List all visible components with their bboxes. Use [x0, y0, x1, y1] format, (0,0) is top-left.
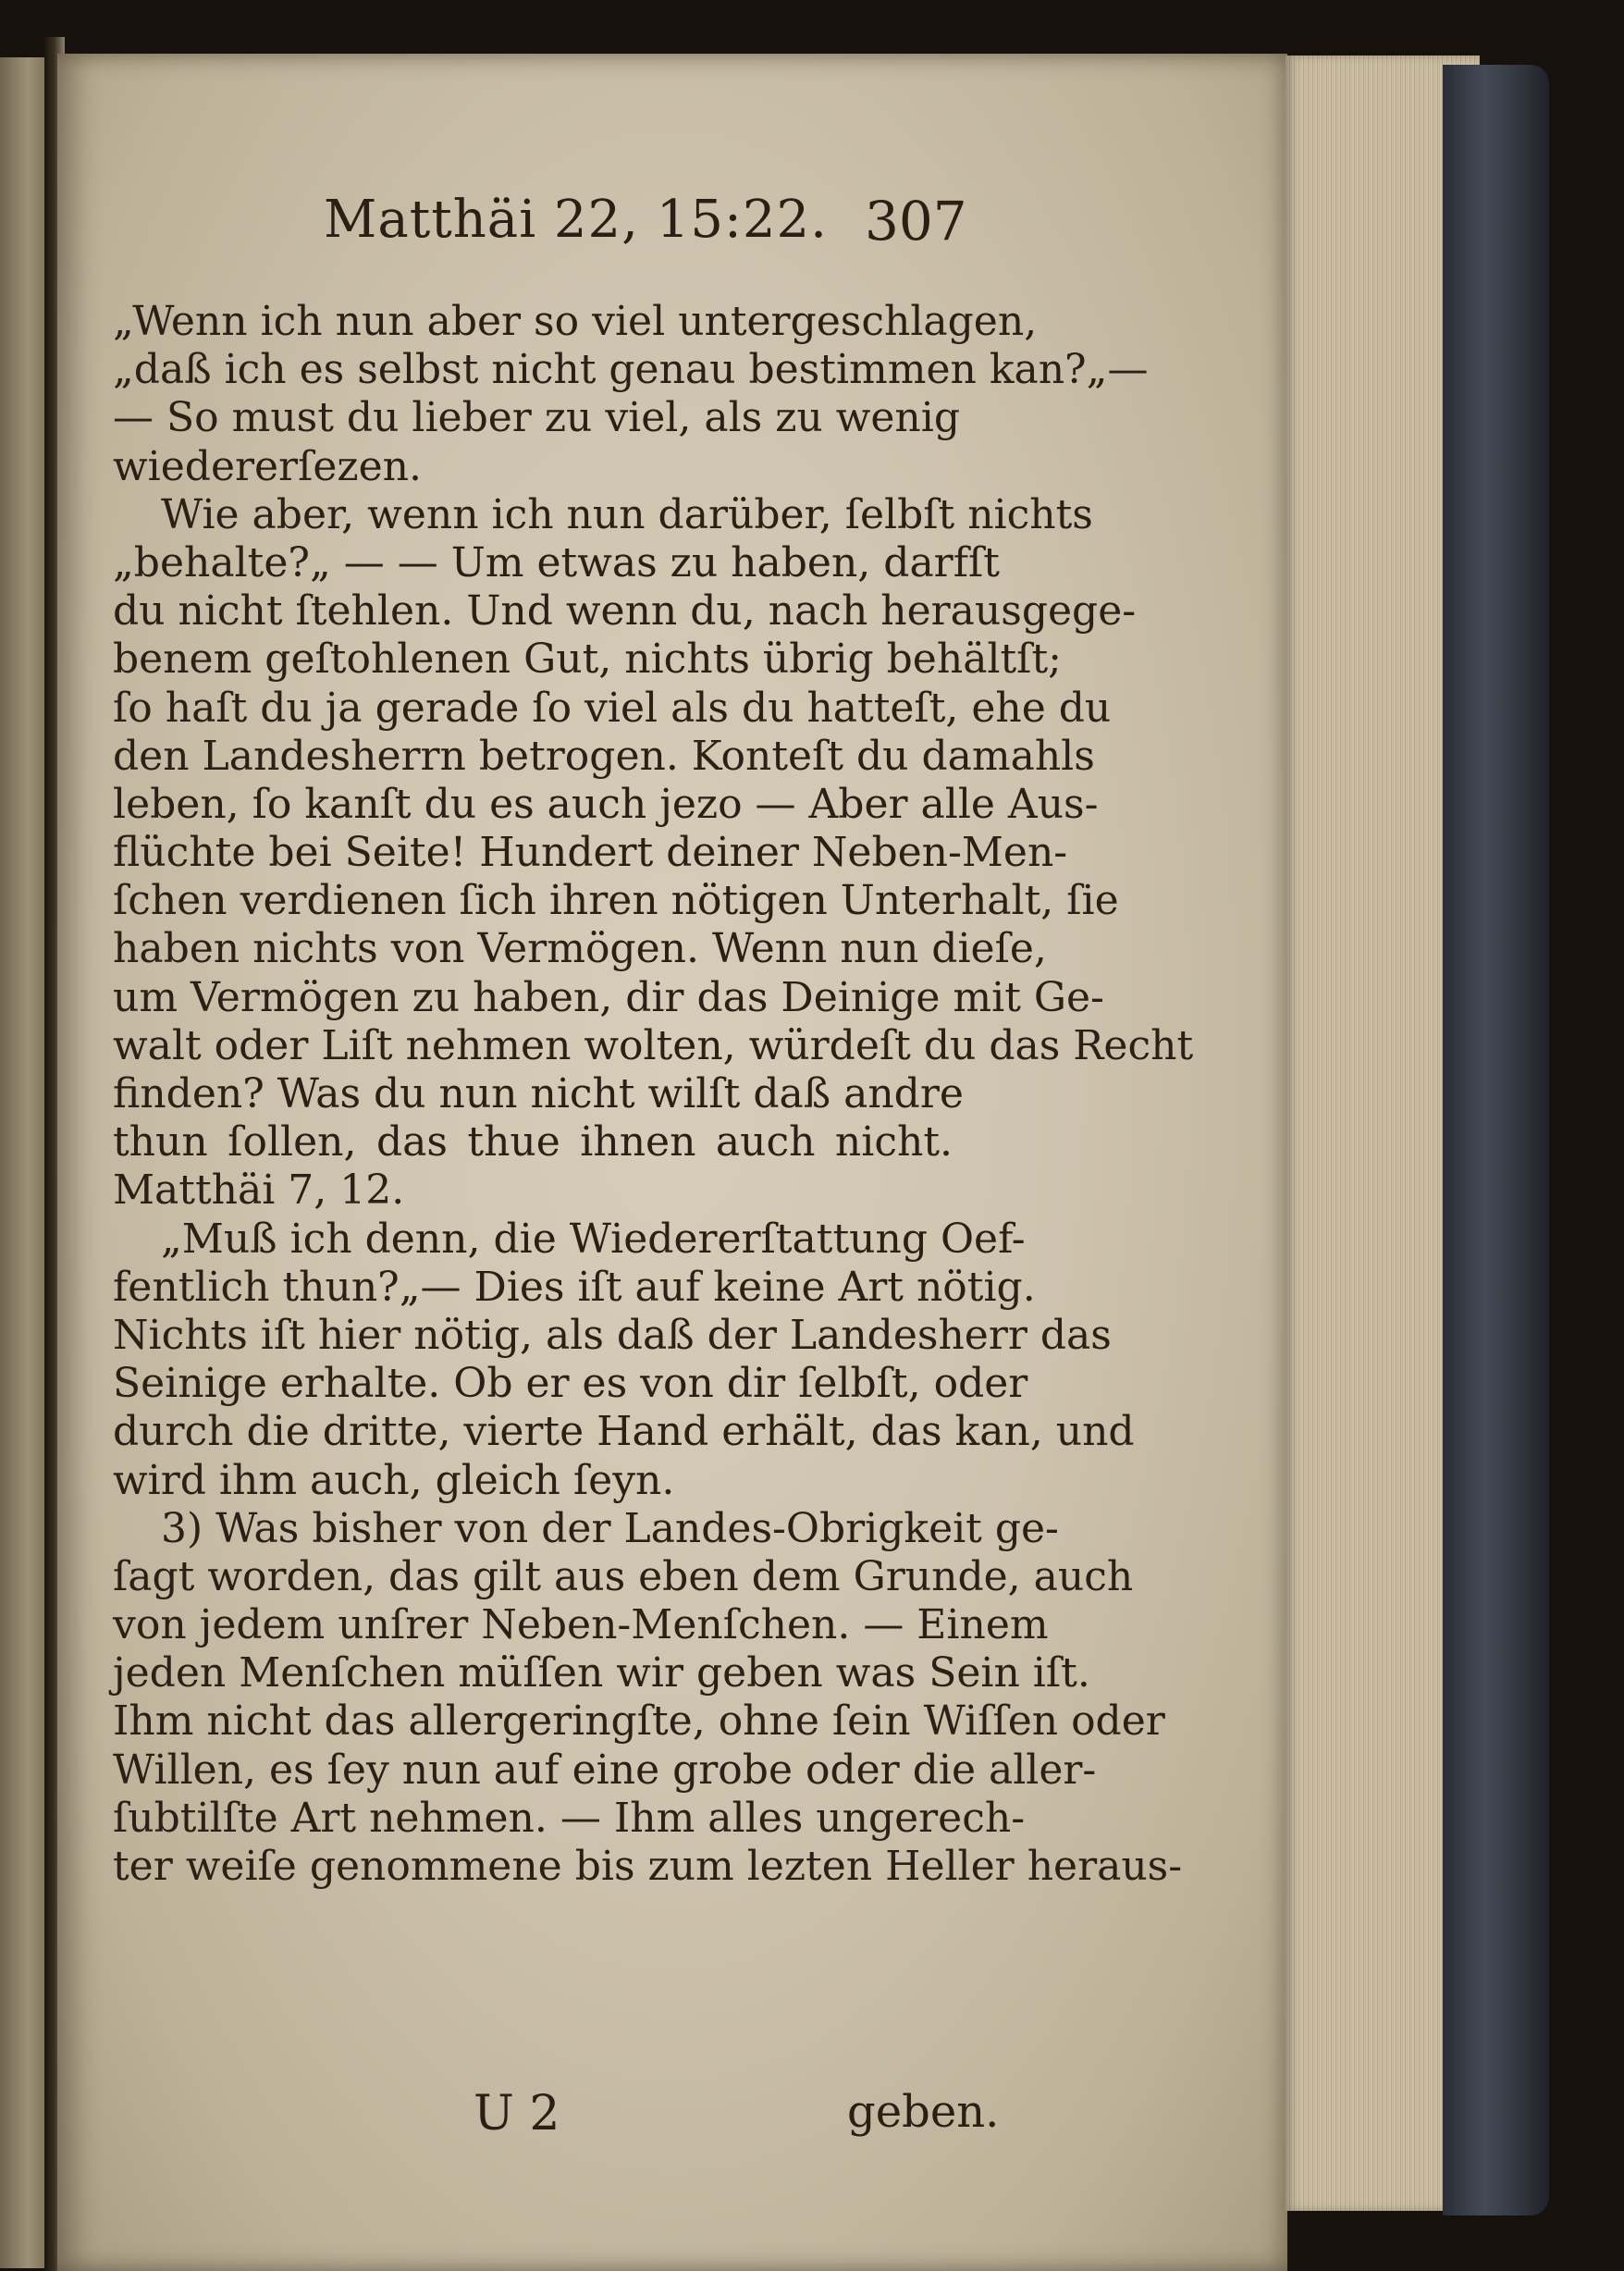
text-line: jeden Menſchen müſſen wir geben was Sein iſt.	[113, 1649, 1090, 1697]
text-line: ſchen verdienen ſich ihren nötigen Unterhalt, ſie	[113, 877, 1119, 925]
body-text	[113, 298, 1194, 1891]
page-footer	[0, 2086, 1624, 2151]
text-line: um Vermögen zu haben, dir das Deinige mit Ge-	[113, 973, 1104, 1021]
text-line: finden? Was du nun nicht wilſt daß andre	[113, 1070, 964, 1117]
text-line: thun ſollen, das thue ihnen auch nicht.	[113, 1118, 953, 1166]
text-line: leben, ſo kanſt du es auch jezo — Aber alle Aus-	[113, 780, 1099, 828]
text-line: ſagt worden, das gilt aus eben dem Grunde, auch	[113, 1552, 1134, 1600]
text-line: von jedem unſrer Neben-Menſchen. — Einem	[113, 1601, 1049, 1649]
text-line: du nicht ſtehlen. Und wenn du, nach herausgege-	[113, 587, 1137, 636]
text-line: ſubtilſte Art nehmen. — Ihm alles ungerech-	[113, 1794, 1026, 1842]
text-line: den Landesherrn betrogen. Konteſt du damahls	[113, 732, 1095, 780]
text-line: walt oder Liſt nehmen wolten, würdeſt du das Recht	[113, 1021, 1194, 1069]
text-line: benem geſtohlenen Gut, nichts übrig behältſt;	[113, 636, 1062, 684]
text-line: ſo haſt du ja gerade ſo viel als du hatteſt, ehe du	[113, 684, 1112, 732]
text-line: wird ihm auch, gleich ſeyn.	[113, 1456, 675, 1504]
facing-page-edge	[0, 57, 51, 2268]
text-line: Matthäi 7, 12.	[113, 1166, 405, 1215]
page-number: 307	[865, 190, 967, 253]
text-line: 3) Was bisher von der Landes-Obrigkeit ge-	[161, 1504, 1059, 1552]
text-line: Seinige erhalte. Ob er es von dir ſelbſt, oder	[113, 1360, 1028, 1408]
text-line: „Muß ich denn, die Wiedererſtattung Oef-	[161, 1215, 1026, 1263]
text-line: flüchte bei Seite! Hundert deiner Neben-Men-	[113, 829, 1068, 877]
text-line: „daß ich es selbst nicht genau bestimmen kan?„—	[113, 346, 1149, 394]
text-line: Wie aber, wenn ich nun darüber, ſelbſt nichts	[161, 490, 1093, 538]
signature-mark: U 2	[474, 2086, 560, 2141]
text-line: Nichts iſt hier nötig, als daß der Landesherr das	[113, 1311, 1112, 1359]
text-line: Willen, es ſey nun auf eine grobe oder die aller-	[113, 1746, 1097, 1794]
text-line: fentlich thun?„— Dies iſt auf keine Art nötig.	[113, 1263, 1036, 1311]
text-line: haben nichts von Vermögen. Wenn nun dieſe,	[113, 925, 1047, 973]
running-head: Matthäi 22, 15:22.	[324, 190, 828, 250]
page-header	[0, 190, 1624, 264]
catchword: geben.	[847, 2086, 1000, 2138]
text-line: wiedererſezen.	[113, 442, 422, 490]
text-line: ter weiſe genommene bis zum lezten Heller heraus-	[113, 1843, 1183, 1890]
text-line: durch die dritte, vierte Hand erhält, das kan, und	[113, 1408, 1135, 1456]
text-line: — So must du lieber zu viel, als zu wenig	[113, 394, 960, 442]
book-cover-edge	[1443, 65, 1549, 2215]
text-line: „behalte?„ — — Um etwas zu haben, darfſt	[113, 538, 1000, 586]
text-line: „Wenn ich nun aber so viel untergeschlagen,	[113, 298, 1038, 345]
text-line: Ihm nicht das allergeringſte, ohne ſein Wiſſen oder	[113, 1697, 1165, 1746]
